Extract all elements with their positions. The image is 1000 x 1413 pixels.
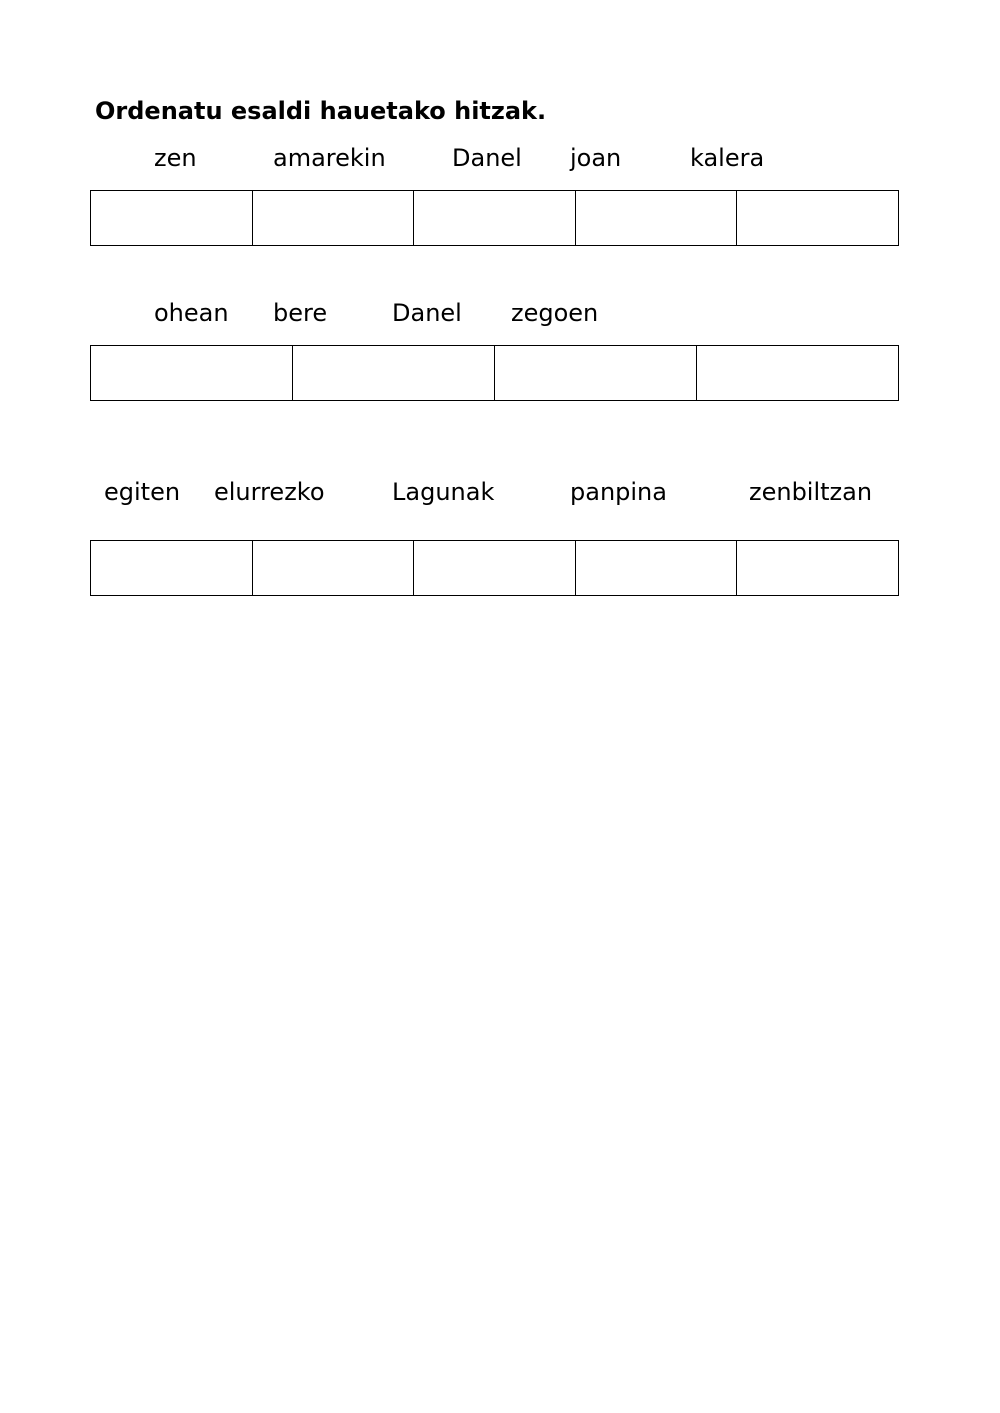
answer-slot[interactable] (697, 346, 898, 400)
answer-slot[interactable] (576, 541, 738, 595)
answer-slot[interactable] (495, 346, 697, 400)
exercise-1-answer-row (90, 190, 899, 246)
exercise-2-word-3[interactable]: Danel (392, 299, 462, 327)
answer-slot[interactable] (91, 541, 253, 595)
exercise-3-word-2[interactable]: elurrezko (214, 478, 325, 506)
answer-slot[interactable] (414, 191, 576, 245)
exercise-2-word-2[interactable]: bere (273, 299, 328, 327)
answer-slot[interactable] (414, 541, 576, 595)
exercise-1-word-1[interactable]: zen (154, 144, 197, 172)
exercise-3-word-3[interactable]: Lagunak (392, 478, 495, 506)
exercise-2-word-1[interactable]: ohean (154, 299, 229, 327)
answer-slot[interactable] (91, 191, 253, 245)
exercise-1-word-5[interactable]: kalera (690, 144, 765, 172)
answer-slot[interactable] (253, 191, 415, 245)
exercise-2-word-4[interactable]: zegoen (511, 299, 599, 327)
exercise-3-word-5[interactable]: zenbiltzan (749, 478, 873, 506)
exercise-3-word-1[interactable]: egiten (104, 478, 181, 506)
answer-slot[interactable] (253, 541, 415, 595)
exercise-2-answer-row (90, 345, 899, 401)
exercise-1-word-3[interactable]: Danel (452, 144, 522, 172)
exercise-3-answer-row (90, 540, 899, 596)
answer-slot[interactable] (91, 346, 293, 400)
answer-slot[interactable] (576, 191, 738, 245)
answer-slot[interactable] (737, 541, 898, 595)
page-title: Ordenatu esaldi hauetako hitzak. (95, 97, 547, 125)
exercise-1-word-2[interactable]: amarekin (273, 144, 386, 172)
exercise-3-word-4[interactable]: panpina (570, 478, 667, 506)
answer-slot[interactable] (737, 191, 898, 245)
answer-slot[interactable] (293, 346, 495, 400)
exercise-1-word-4[interactable]: joan (570, 144, 622, 172)
